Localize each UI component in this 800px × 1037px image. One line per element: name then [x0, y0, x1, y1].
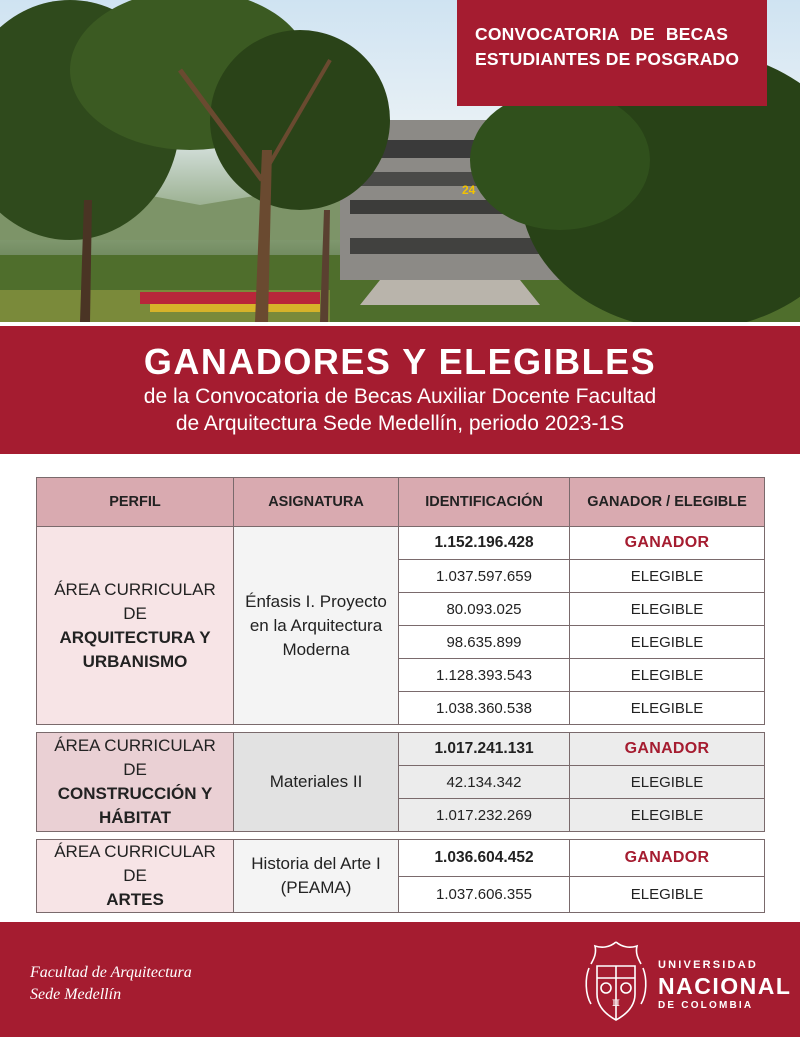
- perfil-prefix: ÁREA CURRICULAR DE: [54, 736, 216, 779]
- page-title: GANADORES Y ELEGIBLES: [143, 341, 657, 382]
- status-badge: ELEGIBLE: [570, 593, 765, 626]
- perfil-area: CONSTRUCCIÓN Y HÁBITAT: [57, 784, 213, 827]
- results-table: [36, 477, 765, 913]
- banner-line-2: ESTUDIANTES DE POSGRADO: [475, 49, 740, 69]
- university-crest-icon: [583, 938, 649, 1024]
- call-banner: [457, 0, 767, 106]
- table-row: [37, 733, 765, 766]
- faculty-line-1: Facultad de Arquitectura: [30, 964, 192, 981]
- faculty-line-2: Sede Medellín: [30, 986, 122, 1003]
- identification-cell: 1.036.604.452: [399, 840, 570, 877]
- status-badge: ELEGIBLE: [570, 799, 765, 832]
- header-identificacion: IDENTIFICACIÓN: [399, 478, 570, 527]
- status-badge: ELEGIBLE: [570, 560, 765, 593]
- header-asignatura: ASIGNATURA: [234, 478, 399, 527]
- group-separator: [37, 832, 765, 840]
- logo-line-2: NACIONAL: [658, 973, 792, 999]
- table-row: [37, 527, 765, 560]
- subtitle-line-1: de la Convocatoria de Becas Auxiliar Docente Facultad: [143, 385, 657, 408]
- status-badge: GANADOR: [570, 527, 765, 560]
- perfil-area: ARQUITECTURA Y URBANISMO: [59, 627, 211, 671]
- status-badge: ELEGIBLE: [570, 766, 765, 799]
- hero-photo: [0, 0, 800, 322]
- identification-cell: 1.037.597.659: [399, 560, 570, 593]
- status-badge: GANADOR: [570, 733, 765, 766]
- banner-line-1: CONVOCATORIA DE BECAS: [475, 24, 729, 44]
- identification-cell: 1.037.606.355: [399, 876, 570, 913]
- perfil-arquitectura: [37, 527, 234, 725]
- asignatura-enfasis: Énfasis I. Proyecto en la Arquitectura Moderna: [234, 527, 399, 725]
- identification-cell: 80.093.025: [399, 593, 570, 626]
- status-badge: ELEGIBLE: [570, 626, 765, 659]
- header-perfil: PERFIL: [37, 478, 234, 527]
- identification-cell: 1.017.241.131: [399, 733, 570, 766]
- identification-cell: 1.152.196.428: [399, 527, 570, 560]
- table-header-row: [37, 478, 765, 527]
- title-band: [0, 326, 800, 454]
- status-badge: ELEGIBLE: [570, 876, 765, 913]
- header-ganador-elegible: GANADOR / ELEGIBLE: [570, 478, 765, 527]
- university-logo-text: [658, 960, 791, 1011]
- logo-line-1: UNIVERSIDAD: [658, 959, 758, 971]
- perfil-construccion: [37, 733, 234, 832]
- logo-line-3: DE COLOMBIA: [658, 1000, 754, 1011]
- footer: [0, 922, 800, 1037]
- perfil-prefix: ÁREA CURRICULAR DE: [54, 579, 216, 623]
- identification-cell: 42.134.342: [399, 766, 570, 799]
- identification-cell: 1.017.232.269: [399, 799, 570, 832]
- group-separator: [37, 725, 765, 733]
- building-number: 24: [462, 183, 476, 197]
- subtitle-line-2: de Arquitectura Sede Medellín, periodo 2023-1S: [175, 412, 625, 435]
- faculty-name: [30, 962, 192, 1006]
- identification-cell: 1.038.360.538: [399, 692, 570, 725]
- crest-symbol: π: [612, 995, 620, 1009]
- status-badge: ELEGIBLE: [570, 659, 765, 692]
- table-row: [37, 840, 765, 877]
- perfil-prefix: ÁREA CURRICULAR DE: [54, 842, 216, 885]
- results-table-wrapper: [36, 477, 764, 913]
- perfil-artes: [37, 840, 234, 913]
- perfil-area: ARTES: [106, 890, 164, 909]
- identification-cell: 1.128.393.543: [399, 659, 570, 692]
- asignatura-materiales: Materiales II: [234, 733, 399, 832]
- asignatura-historia: Historia del Arte I (PEAMA): [234, 840, 399, 913]
- identification-cell: 98.635.899: [399, 626, 570, 659]
- status-badge: GANADOR: [570, 840, 765, 877]
- status-badge: ELEGIBLE: [570, 692, 765, 725]
